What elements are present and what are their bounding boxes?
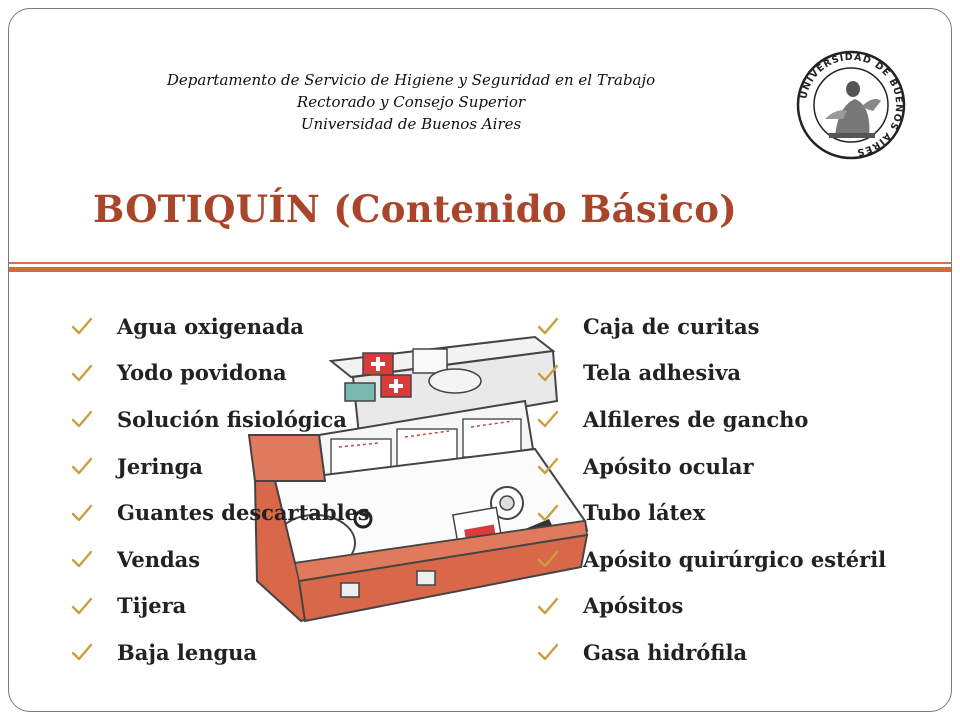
list-item-label: Apósito quirúrgico estéril [583, 546, 887, 572]
list-item [537, 629, 886, 676]
list-item [71, 303, 370, 350]
checkmark-icon [71, 549, 93, 569]
checkmark-icon [71, 316, 93, 336]
checkmark-icon [537, 316, 559, 336]
list-item [71, 536, 370, 583]
checkmark-icon [537, 503, 559, 523]
list-item [71, 443, 370, 490]
list-item [537, 583, 886, 630]
slide [8, 8, 952, 712]
title-divider-thin [9, 262, 951, 264]
list-item [71, 583, 370, 630]
list-item [71, 396, 370, 443]
list-item-label: Tela adhesiva [583, 360, 742, 386]
list-item [537, 489, 886, 536]
list-item-label: Vendas [117, 546, 201, 572]
title-divider-thick [9, 267, 951, 272]
list-item-label: Tubo látex [583, 500, 706, 526]
list-item [537, 443, 886, 490]
list-item [537, 303, 886, 350]
list-item [71, 489, 370, 536]
header-line-department: Departamento de Servicio de Higiene y Seguridad en el Trabajo [166, 71, 656, 89]
list-item-label: Solución fisiológica [117, 406, 347, 432]
checkmark-icon [71, 503, 93, 523]
checkmark-icon [537, 596, 559, 616]
checkmark-icon [71, 642, 93, 662]
list-item-label: Jeringa [117, 453, 203, 479]
list-item-label: Caja de curitas [583, 313, 760, 339]
checkmark-icon [537, 642, 559, 662]
checkmark-icon [537, 409, 559, 429]
list-item-label: Tijera [117, 593, 187, 619]
list-item-label: Baja lengua [117, 639, 258, 665]
checkmark-icon [537, 549, 559, 569]
list-item-label: Alfileres de gancho [583, 406, 809, 432]
list-item [537, 396, 886, 443]
list-item-label: Apósitos [583, 593, 684, 619]
svg-text:UNIVERSIDAD DE BUENOS AIRES: UNIVERSIDAD DE BUENOS AIRES [798, 51, 905, 158]
list-item-label: Agua oxigenada [117, 313, 304, 339]
list-item [537, 536, 886, 583]
list-item [537, 350, 886, 397]
right-item-list [537, 303, 886, 676]
checkmark-icon [537, 456, 559, 476]
list-item-label: Apósito ocular [583, 453, 754, 479]
university-seal-icon [795, 49, 907, 161]
header-line-rectorate: Rectorado y Consejo Superior [296, 93, 526, 111]
list-item-label: Gasa hidrófila [583, 639, 748, 665]
slide-title: BOTIQUÍN (Contenido Básico) [93, 187, 738, 231]
checkmark-icon [71, 456, 93, 476]
left-item-list [71, 303, 370, 676]
list-item [71, 629, 370, 676]
header-institution [151, 69, 671, 135]
checkmark-icon [537, 363, 559, 383]
header-line-university: Universidad de Buenos Aires [300, 115, 522, 133]
checkmark-icon [71, 363, 93, 383]
list-item-label: Guantes descartables [117, 500, 370, 526]
checkmark-icon [71, 596, 93, 616]
list-item [71, 350, 370, 397]
list-item-label: Yodo povidona [117, 360, 287, 386]
checkmark-icon [71, 409, 93, 429]
